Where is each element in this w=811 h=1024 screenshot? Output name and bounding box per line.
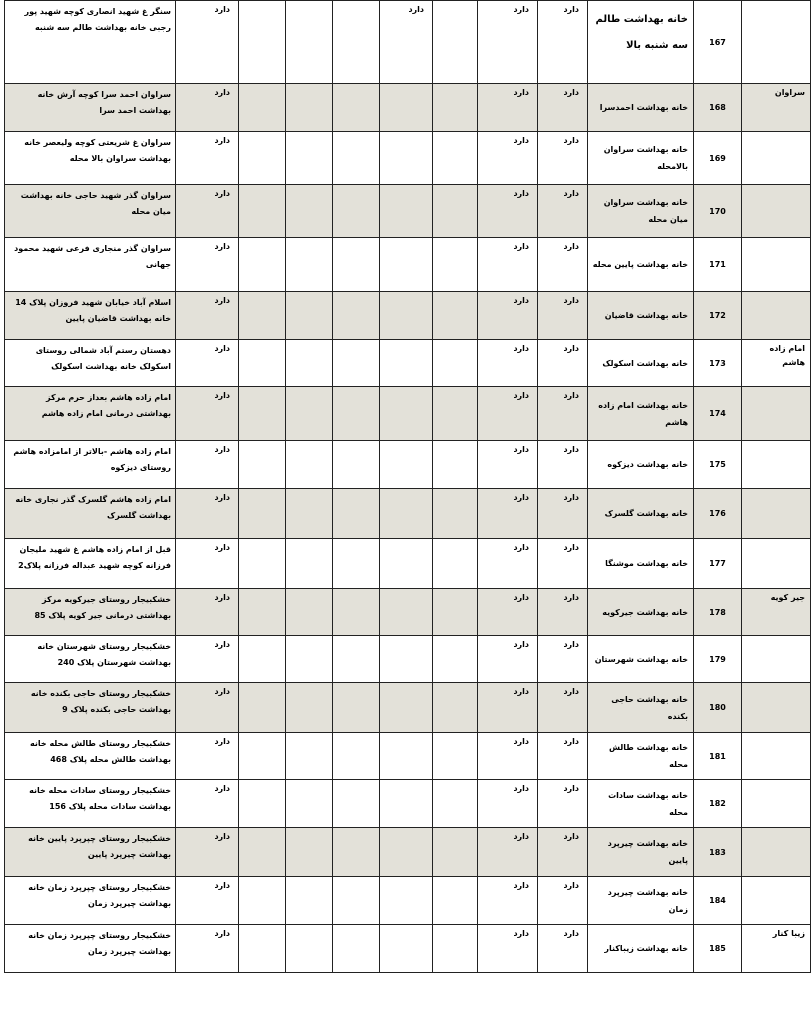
empty-cell	[433, 877, 478, 925]
has-cell: دارد	[538, 877, 588, 925]
empty-cell	[380, 780, 433, 828]
region-cell: سراوان	[742, 84, 811, 132]
empty-cell	[380, 877, 433, 925]
row-number-cell: 184	[694, 877, 742, 925]
has-cell: دارد	[380, 1, 433, 84]
region-cell	[742, 1, 811, 84]
empty-cell	[333, 441, 380, 489]
facility-name-cell: خانه بهداشت احمدسرا	[588, 84, 694, 132]
empty-cell	[286, 733, 333, 780]
empty-cell	[239, 589, 286, 636]
table-row	[5, 683, 811, 733]
has-cell: دارد	[538, 489, 588, 539]
has-cell: دارد	[478, 925, 538, 973]
region-cell	[742, 877, 811, 925]
empty-cell	[380, 636, 433, 683]
row-number-cell: 173	[694, 340, 742, 387]
table-row	[5, 539, 811, 589]
table-row	[5, 132, 811, 185]
empty-cell	[333, 877, 380, 925]
empty-cell	[333, 238, 380, 292]
empty-cell	[286, 589, 333, 636]
address-cell: امام زاده هاشم گلسرک گذر نجاری خانه بهداشت گلسرک	[5, 489, 176, 539]
has-cell: دارد	[538, 539, 588, 589]
empty-cell	[239, 441, 286, 489]
table-row	[5, 84, 811, 132]
empty-cell	[433, 1, 478, 84]
empty-cell	[239, 539, 286, 589]
empty-cell	[239, 132, 286, 185]
empty-cell	[333, 589, 380, 636]
has-cell: دارد	[176, 84, 239, 132]
has-cell: دارد	[538, 132, 588, 185]
has-cell: دارد	[538, 1, 588, 84]
region-cell	[742, 780, 811, 828]
address-cell: خشکبیجار روستای سادات محله خانه بهداشت سادات محله پلاک 156	[5, 780, 176, 828]
empty-cell	[286, 489, 333, 539]
empty-cell	[239, 340, 286, 387]
empty-cell	[239, 1, 286, 84]
has-cell: دارد	[538, 733, 588, 780]
empty-cell	[380, 340, 433, 387]
facility-name-cell: خانه بهداشت دیزکوه	[588, 441, 694, 489]
has-cell: دارد	[538, 441, 588, 489]
empty-cell	[333, 539, 380, 589]
empty-cell	[380, 589, 433, 636]
has-cell: دارد	[176, 589, 239, 636]
empty-cell	[239, 84, 286, 132]
empty-cell	[239, 292, 286, 340]
has-cell: دارد	[538, 683, 588, 733]
facility-name-cell: خانه بهداشت سراوان میان محله	[588, 185, 694, 238]
has-cell: دارد	[478, 340, 538, 387]
empty-cell	[333, 185, 380, 238]
empty-cell	[286, 132, 333, 185]
address-cell: خشکبیجار روستای حاجی بکنده خانه بهداشت حاجی بکنده پلاک 9	[5, 683, 176, 733]
empty-cell	[333, 340, 380, 387]
row-number-cell: 167	[694, 1, 742, 84]
facility-name-cell: خانه بهداشت طالم سه شنبه بالا	[588, 1, 694, 84]
region-cell	[742, 132, 811, 185]
region-cell	[742, 292, 811, 340]
has-cell: دارد	[478, 387, 538, 441]
region-cell: زیبا کنار	[742, 925, 811, 973]
row-number-cell: 174	[694, 387, 742, 441]
has-cell: دارد	[478, 780, 538, 828]
has-cell: دارد	[478, 84, 538, 132]
has-cell: دارد	[176, 877, 239, 925]
has-cell: دارد	[478, 589, 538, 636]
has-cell: دارد	[176, 441, 239, 489]
region-cell	[742, 489, 811, 539]
empty-cell	[239, 925, 286, 973]
address-cell: سراوان گذر شهید حاجی خانه بهداشت میان محله	[5, 185, 176, 238]
facility-name-cell: خانه بهداشت شهرستان	[588, 636, 694, 683]
facility-name-cell: خانه بهداشت زیباکنار	[588, 925, 694, 973]
has-cell: دارد	[176, 828, 239, 877]
facility-name-cell: خانه بهداشت گلسرک	[588, 489, 694, 539]
row-number-cell: 177	[694, 539, 742, 589]
empty-cell	[286, 539, 333, 589]
has-cell: دارد	[538, 238, 588, 292]
empty-cell	[433, 589, 478, 636]
row-number-cell: 175	[694, 441, 742, 489]
facility-name-cell: خانه بهداشت سراوان بالامحله	[588, 132, 694, 185]
has-cell: دارد	[538, 589, 588, 636]
row-number-cell: 176	[694, 489, 742, 539]
row-number-cell: 172	[694, 292, 742, 340]
table-row	[5, 441, 811, 489]
address-cell: قبل از امام زاده هاشم غ شهید ملیجان فرزانه کوچه شهید عبداله فرزانه پلاک2	[5, 539, 176, 589]
table-row	[5, 589, 811, 636]
table-row	[5, 387, 811, 441]
empty-cell	[333, 636, 380, 683]
row-number-cell: 180	[694, 683, 742, 733]
region-cell	[742, 441, 811, 489]
facility-name-cell: خانه بهداشت امام زاده هاشم	[588, 387, 694, 441]
empty-cell	[239, 489, 286, 539]
has-cell: دارد	[478, 733, 538, 780]
region-cell	[742, 238, 811, 292]
empty-cell	[380, 733, 433, 780]
empty-cell	[380, 84, 433, 132]
empty-cell	[239, 185, 286, 238]
has-cell: دارد	[176, 539, 239, 589]
health-houses-table	[4, 0, 811, 973]
address-cell: خشکبیجار روستای شهرستان خانه بهداشت شهرستان پلاک 240	[5, 636, 176, 683]
table-body	[5, 1, 811, 973]
empty-cell	[433, 925, 478, 973]
empty-cell	[380, 387, 433, 441]
empty-cell	[333, 84, 380, 132]
table-row	[5, 877, 811, 925]
facility-name-cell: خانه بهداشت حاجی بکنده	[588, 683, 694, 733]
empty-cell	[433, 539, 478, 589]
empty-cell	[433, 733, 478, 780]
has-cell: دارد	[478, 539, 538, 589]
has-cell: دارد	[176, 132, 239, 185]
row-number-cell: 178	[694, 589, 742, 636]
empty-cell	[380, 441, 433, 489]
table-row	[5, 489, 811, 539]
has-cell: دارد	[538, 636, 588, 683]
empty-cell	[433, 238, 478, 292]
has-cell: دارد	[176, 683, 239, 733]
empty-cell	[433, 132, 478, 185]
empty-cell	[433, 828, 478, 877]
empty-cell	[286, 238, 333, 292]
empty-cell	[333, 489, 380, 539]
empty-cell	[286, 683, 333, 733]
empty-cell	[286, 828, 333, 877]
empty-cell	[286, 780, 333, 828]
has-cell: دارد	[538, 84, 588, 132]
has-cell: دارد	[176, 780, 239, 828]
empty-cell	[380, 539, 433, 589]
row-number-cell: 181	[694, 733, 742, 780]
empty-cell	[380, 925, 433, 973]
empty-cell	[239, 387, 286, 441]
empty-cell	[286, 1, 333, 84]
has-cell: دارد	[538, 292, 588, 340]
has-cell: دارد	[176, 733, 239, 780]
empty-cell	[286, 387, 333, 441]
has-cell: دارد	[538, 828, 588, 877]
facility-name-cell: خانه بهداشت چیرپرد زمان	[588, 877, 694, 925]
empty-cell	[433, 387, 478, 441]
empty-cell	[380, 683, 433, 733]
empty-cell	[286, 636, 333, 683]
empty-cell	[286, 185, 333, 238]
empty-cell	[380, 185, 433, 238]
empty-cell	[333, 292, 380, 340]
address-cell: سراوان گذر منجاری فرعی شهید محمود جهانی	[5, 238, 176, 292]
empty-cell	[333, 780, 380, 828]
has-cell: دارد	[176, 925, 239, 973]
has-cell: دارد	[478, 132, 538, 185]
table-row	[5, 733, 811, 780]
facility-name-cell: خانه بهداشت موشنگا	[588, 539, 694, 589]
address-cell: اسلام آباد خیابان شهید فروزان پلاک 14 خانه بهداشت قاضیان پایین	[5, 292, 176, 340]
has-cell: دارد	[176, 185, 239, 238]
empty-cell	[380, 292, 433, 340]
empty-cell	[239, 636, 286, 683]
has-cell: دارد	[538, 340, 588, 387]
region-cell: امام زاده هاشم	[742, 340, 811, 387]
empty-cell	[286, 441, 333, 489]
empty-cell	[286, 340, 333, 387]
has-cell: دارد	[176, 1, 239, 84]
table-row	[5, 925, 811, 973]
empty-cell	[433, 84, 478, 132]
has-cell: دارد	[478, 636, 538, 683]
empty-cell	[286, 925, 333, 973]
table-row	[5, 780, 811, 828]
facility-name-cell: خانه بهداشت قاضیان	[588, 292, 694, 340]
empty-cell	[239, 238, 286, 292]
empty-cell	[433, 292, 478, 340]
facility-name-cell: خانه بهداشت پایین محله	[588, 238, 694, 292]
address-cell: سراوان غ شریعتی کوچه ولیعصر خانه بهداشت سراوان بالا محله	[5, 132, 176, 185]
address-cell: خشکبیجار روستای جیرکویه مرکز بهداشتی درمانی جیر کویه پلاک 85	[5, 589, 176, 636]
region-cell	[742, 733, 811, 780]
facility-name-cell: خانه بهداشت چیرپرد پایین	[588, 828, 694, 877]
row-number-cell: 169	[694, 132, 742, 185]
region-cell: جیر کویه	[742, 589, 811, 636]
row-number-cell: 170	[694, 185, 742, 238]
empty-cell	[380, 132, 433, 185]
address-cell: خشکبیجار روستای چپرپرد پایین خانه بهداشت چیرپرد پایین	[5, 828, 176, 877]
has-cell: دارد	[478, 828, 538, 877]
address-cell: امام زاده هاشم بعداز حرم مرکز بهداشتی درمانی امام زاده هاشم	[5, 387, 176, 441]
empty-cell	[333, 925, 380, 973]
row-number-cell: 182	[694, 780, 742, 828]
empty-cell	[380, 828, 433, 877]
has-cell: دارد	[176, 489, 239, 539]
address-cell: خشکبیجار روستای چپرپرد زمان خانه بهداشت چیرپرد زمان	[5, 925, 176, 973]
has-cell: دارد	[478, 1, 538, 84]
address-cell: دهستان رستم آباد شمالی روستای اسکولک خانه بهداشت اسکولک	[5, 340, 176, 387]
has-cell: دارد	[478, 441, 538, 489]
region-cell	[742, 185, 811, 238]
empty-cell	[333, 733, 380, 780]
facility-name-cell: خانه بهداشت سادات محله	[588, 780, 694, 828]
row-number-cell: 168	[694, 84, 742, 132]
address-cell: امام زاده هاشم -بالاتر از امامزاده هاشم روستای دیزکوه	[5, 441, 176, 489]
has-cell: دارد	[176, 636, 239, 683]
facility-name-cell: خانه بهداشت طالش محله	[588, 733, 694, 780]
empty-cell	[433, 780, 478, 828]
empty-cell	[433, 441, 478, 489]
empty-cell	[333, 828, 380, 877]
row-number-cell: 179	[694, 636, 742, 683]
region-cell	[742, 828, 811, 877]
empty-cell	[433, 683, 478, 733]
address-cell: سنگر غ شهید انصاری کوچه شهید پور رجبی خانه بهداشت طالم سه شنبه	[5, 1, 176, 84]
has-cell: دارد	[538, 925, 588, 973]
empty-cell	[239, 828, 286, 877]
empty-cell	[433, 185, 478, 238]
table-row	[5, 185, 811, 238]
has-cell: دارد	[478, 238, 538, 292]
has-cell: دارد	[478, 292, 538, 340]
empty-cell	[239, 683, 286, 733]
empty-cell	[286, 84, 333, 132]
empty-cell	[433, 340, 478, 387]
address-cell: سراوان احمد سرا کوچه آرش خانه بهداشت احمد سرا	[5, 84, 176, 132]
region-cell	[742, 539, 811, 589]
empty-cell	[433, 636, 478, 683]
region-cell	[742, 387, 811, 441]
table-row	[5, 340, 811, 387]
has-cell: دارد	[176, 238, 239, 292]
address-cell: خشکبیجار روستای چپرپرد زمان خانه بهداشت چیرپرد زمان	[5, 877, 176, 925]
table-row	[5, 636, 811, 683]
facility-name-cell: خانه بهداشت جیرکویه	[588, 589, 694, 636]
address-cell: خشکبیجار روستای طالش محله خانه بهداشت طالش محله پلاک 468	[5, 733, 176, 780]
row-number-cell: 185	[694, 925, 742, 973]
table-row	[5, 292, 811, 340]
empty-cell	[239, 780, 286, 828]
has-cell: دارد	[478, 683, 538, 733]
empty-cell	[239, 877, 286, 925]
has-cell: دارد	[176, 387, 239, 441]
table-row	[5, 1, 811, 84]
empty-cell	[333, 132, 380, 185]
has-cell: دارد	[478, 877, 538, 925]
row-number-cell: 183	[694, 828, 742, 877]
has-cell: دارد	[478, 185, 538, 238]
empty-cell	[333, 1, 380, 84]
empty-cell	[333, 387, 380, 441]
region-cell	[742, 636, 811, 683]
has-cell: دارد	[176, 292, 239, 340]
empty-cell	[286, 292, 333, 340]
has-cell: دارد	[538, 387, 588, 441]
region-cell	[742, 683, 811, 733]
has-cell: دارد	[478, 489, 538, 539]
has-cell: دارد	[538, 185, 588, 238]
table-row	[5, 238, 811, 292]
empty-cell	[380, 489, 433, 539]
empty-cell	[239, 733, 286, 780]
empty-cell	[333, 683, 380, 733]
has-cell: دارد	[538, 780, 588, 828]
empty-cell	[286, 877, 333, 925]
empty-cell	[433, 489, 478, 539]
facility-name-cell: خانه بهداشت اسکولک	[588, 340, 694, 387]
has-cell: دارد	[176, 340, 239, 387]
empty-cell	[380, 238, 433, 292]
row-number-cell: 171	[694, 238, 742, 292]
table-row	[5, 828, 811, 877]
